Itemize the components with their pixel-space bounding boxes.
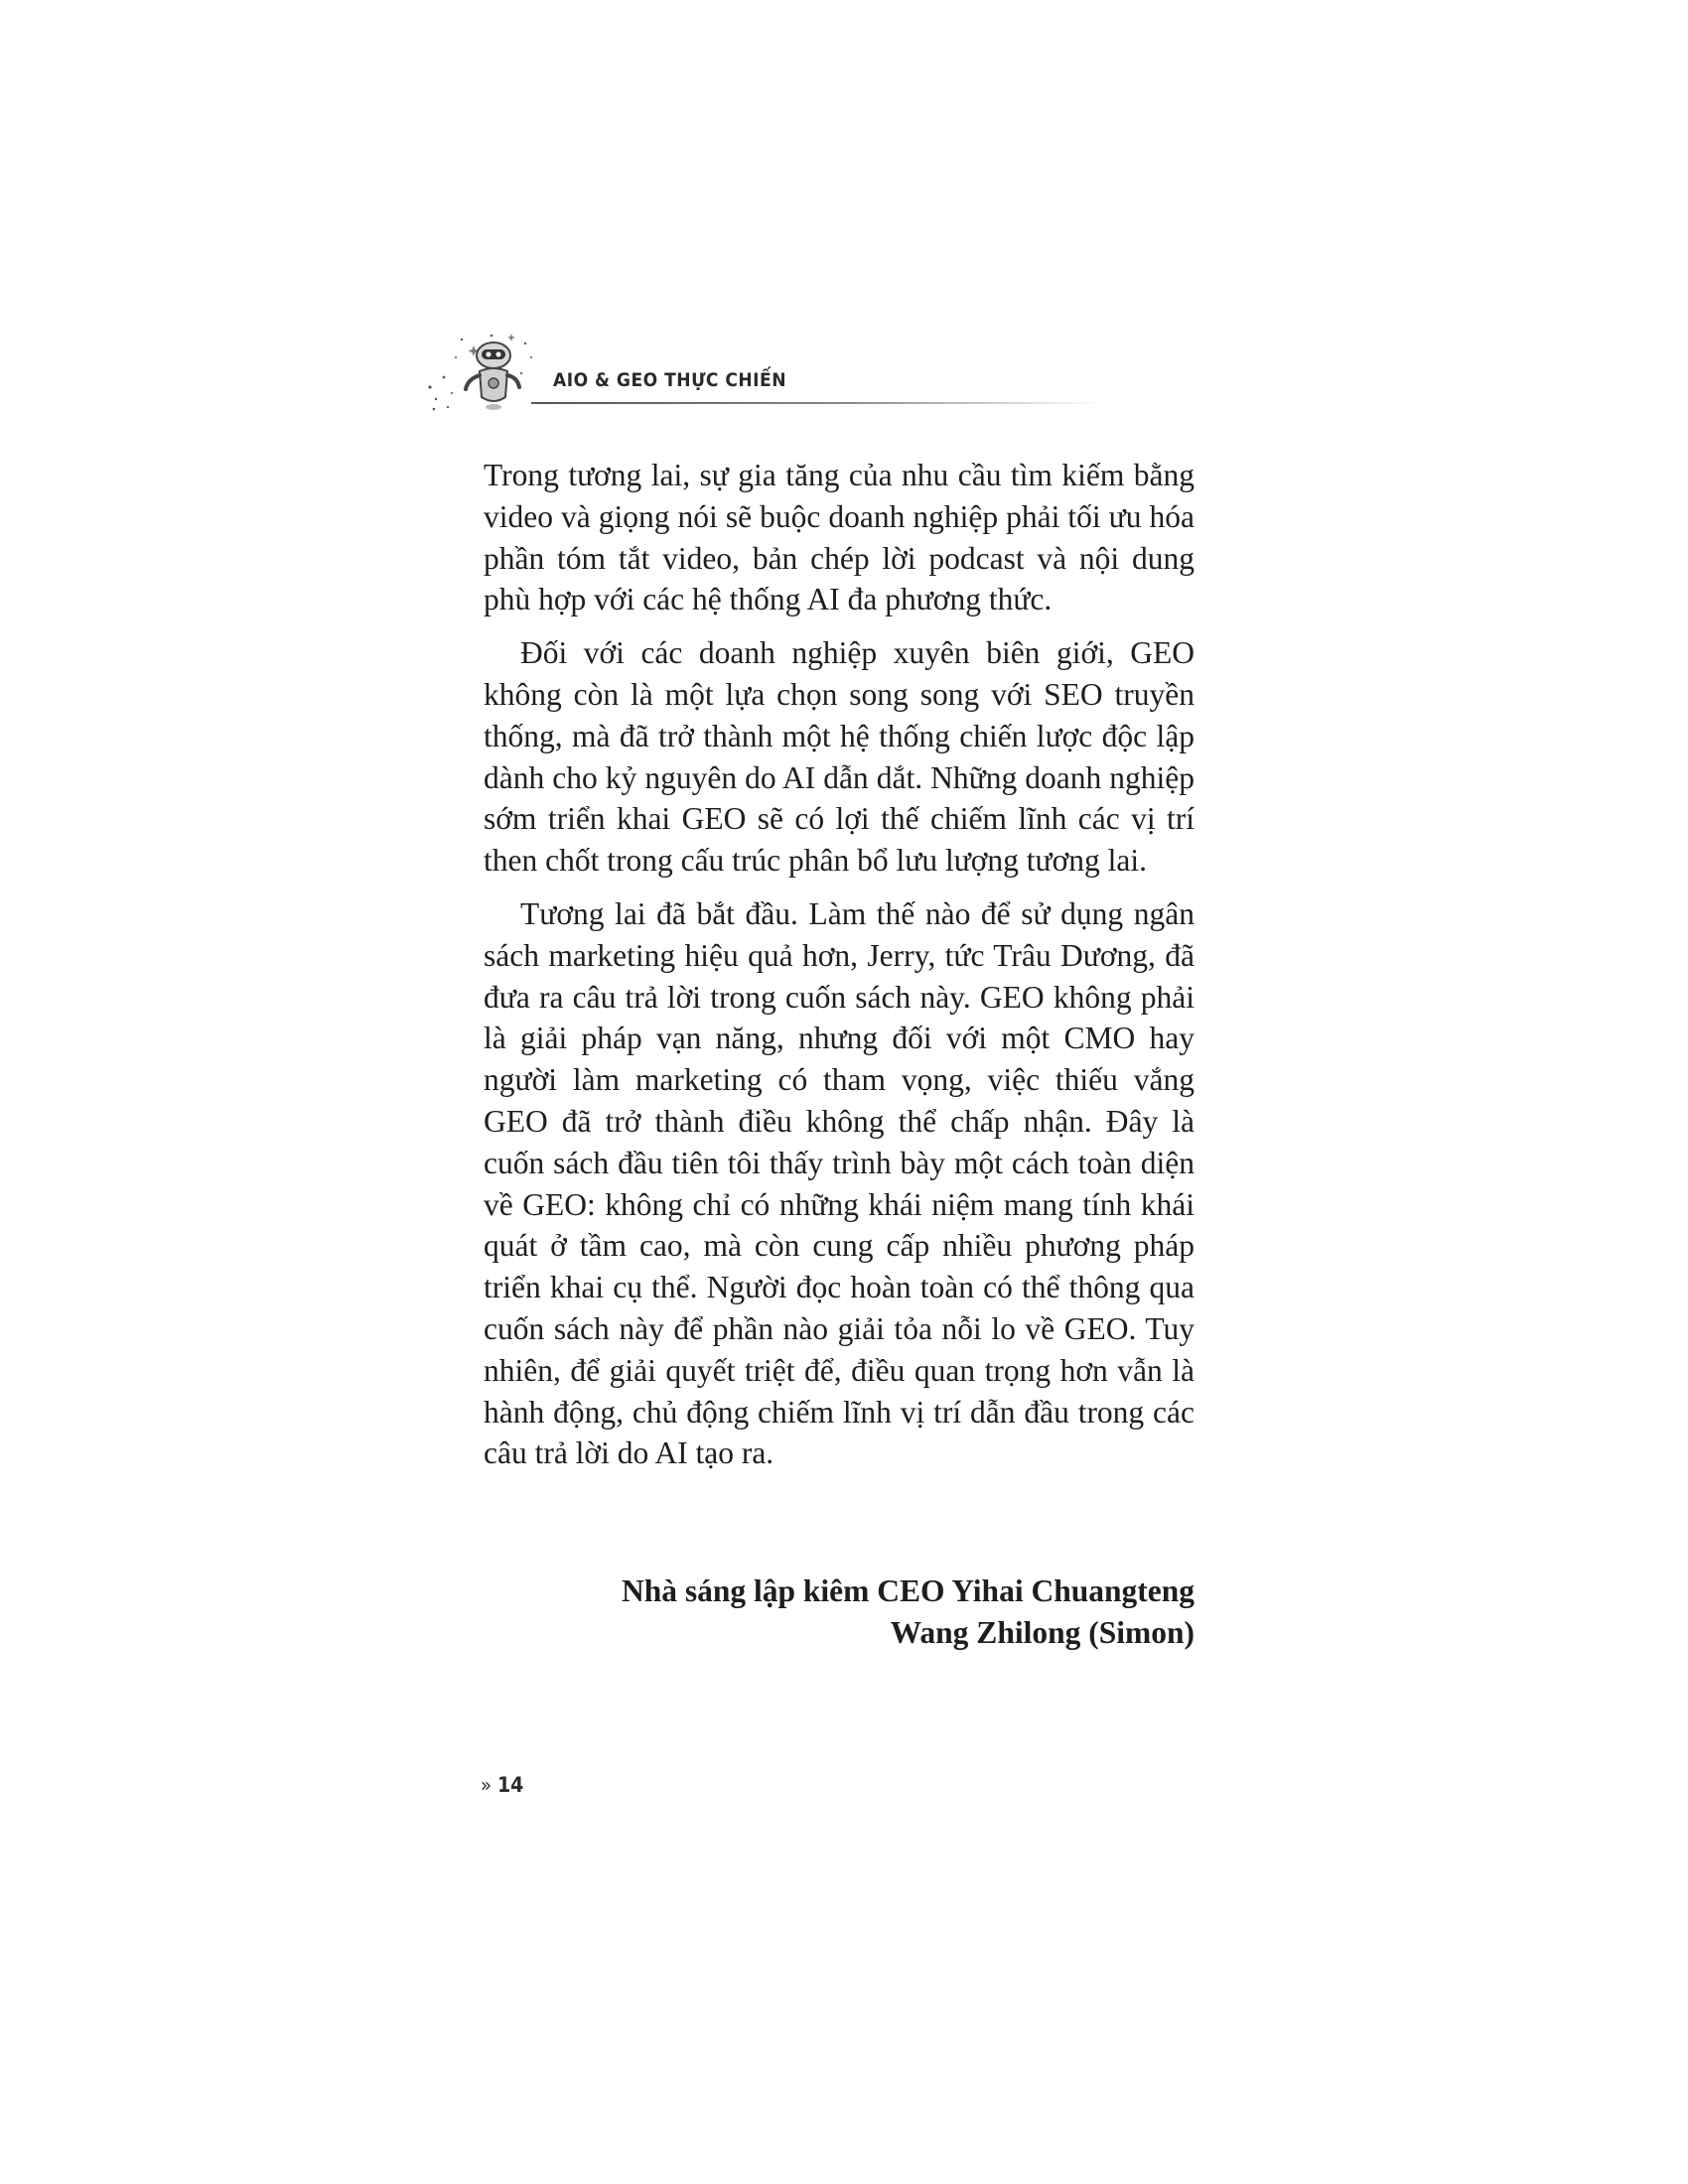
paragraph: Đối với các doanh nghiệp xuyên biên giới, GEO không còn là một lựa chọn song song với SEO truyền thống, mà đã trở thành một hệ thống chiến lược độc lập dành cho kỷ nguyên do AI dẫn dắt. Những doanh nghiệp sớm triển khai GEO sẽ có lợi thế chiếm lĩnh các vị trí then chốt trong cấu trúc phân bổ lưu lượng tương lai. — [484, 635, 1195, 879]
page-number: 14 — [497, 1773, 524, 1797]
signature-line: Nhà sáng lập kiêm CEO Yihai Chuangteng — [621, 1573, 1195, 1608]
paragraph: Tương lai đã bắt đầu. Làm thế nào để sử dụng ngân sách marketing hiệu quả hơn, Jerry, tức Trâu Dương, đã đưa ra câu trả lời trong cuốn sách này. GEO không phải là giải pháp vạn năng, nhưng đối với một CMO hay người làm marketing có tham vọng, việc thiếu vắng GEO đã trở thành điều không thể chấp nhận. Đây là cuốn sách đầu tiên tôi thấy trình bày một cách toàn diện về GEO: không chỉ có những khái niệm mang tính khái quát ở tầm cao, mà còn cung cấp nhiều phương pháp triển khai cụ thể. Người đọc hoàn toàn có thể thông qua cuốn sách này để phần nào giải tỏa nỗi lo về GEO. Tuy nhiên, để giải quyết triệt để, điều quan trọng hơn vẫn là hành động, chủ động chiếm lĩnh vị trí dẫn đầu trong các câu trả lời do AI tạo ra. — [484, 895, 1195, 1471]
header-rule — [531, 402, 1102, 404]
running-header — [422, 328, 1117, 417]
paragraph: Trong tương lai, sự gia tăng của nhu cầu tìm kiếm bằng video và giọng nói sẽ buộc doanh nghiệp phải tối ưu hóa phần tóm tắt video, bản chép lời podcast và nội dung phù hợp với các hệ thống AI đa phương thức. — [484, 458, 1195, 617]
chevron-right-icon: » — [481, 1773, 492, 1797]
page-footer — [481, 1773, 523, 1797]
body-text — [484, 455, 1195, 1486]
signature — [484, 1570, 1195, 1654]
running-header-title: AIO & GEO THỰC CHIẾN — [553, 369, 787, 391]
signature-line: Wang Zhilong (Simon) — [890, 1614, 1195, 1650]
